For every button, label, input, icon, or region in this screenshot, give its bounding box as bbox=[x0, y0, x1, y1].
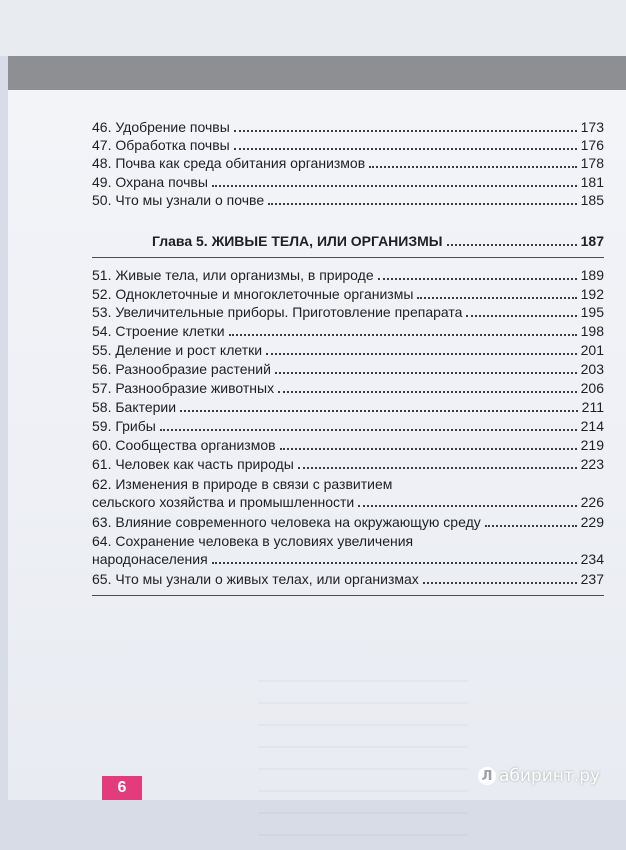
toc-entry-title: 58. Бактерии bbox=[92, 399, 177, 415]
table-of-contents bbox=[8, 90, 626, 800]
toc-entry-title: 46. Удобрение почвы bbox=[92, 119, 230, 135]
toc-entry-page: 176 bbox=[580, 137, 604, 153]
toc-entry-page: 189 bbox=[580, 267, 604, 283]
watermark bbox=[478, 764, 600, 788]
toc-entry bbox=[92, 118, 604, 136]
toc-entry-title: 47. Обработка почвы bbox=[92, 137, 230, 153]
leader-dots bbox=[275, 372, 577, 374]
toc-entry-title: 63. Влияние современного человека на окружающую среду bbox=[92, 514, 481, 530]
labirint-logo-icon: Л bbox=[478, 767, 496, 785]
page-number: 6 bbox=[102, 776, 142, 800]
toc-entry-title-line: 64. Сохранение человека в условиях увеличения bbox=[92, 533, 414, 549]
leader-dots bbox=[417, 297, 576, 299]
toc-entry-page: 203 bbox=[580, 361, 604, 377]
leader-dots bbox=[280, 448, 577, 450]
leader-dots bbox=[229, 334, 577, 336]
toc-entry bbox=[92, 570, 604, 588]
leader-dots bbox=[378, 278, 577, 280]
toc-entry bbox=[92, 341, 604, 359]
leader-dots bbox=[160, 429, 577, 431]
toc-entry-page: 234 bbox=[580, 551, 604, 567]
chapter-page: 187 bbox=[580, 233, 604, 249]
book-page bbox=[8, 90, 626, 800]
toc-entry bbox=[92, 266, 604, 284]
toc-entry-title: 55. Деление и рост клетки bbox=[92, 342, 263, 358]
toc-entry-title: 60. Сообщества организмов bbox=[92, 437, 276, 453]
toc-entry-title: 51. Живые тела, или организмы, в природе bbox=[92, 267, 374, 283]
toc-entry-title: 56. Разнообразие растений bbox=[92, 361, 271, 377]
toc-entry bbox=[92, 417, 604, 435]
chapter-title: Глава 5. ЖИВЫЕ ТЕЛА, ИЛИ ОРГАНИЗМЫ bbox=[152, 233, 443, 249]
toc-entry-page: 211 bbox=[581, 399, 604, 415]
toc-entry-page: 201 bbox=[580, 342, 604, 358]
toc-entry-page: 226 bbox=[580, 494, 604, 510]
toc-entry-title: 61. Человек как часть природы bbox=[92, 456, 294, 472]
toc-entry-page: 219 bbox=[580, 437, 604, 453]
toc-entry-page: 181 bbox=[580, 174, 604, 190]
toc-entry bbox=[92, 154, 604, 172]
chapter-heading bbox=[152, 232, 604, 250]
toc-entry-title: 59. Грибы bbox=[92, 418, 156, 434]
toc-entry bbox=[92, 513, 604, 531]
leader-dots bbox=[447, 244, 577, 246]
toc-entry-title-line: народонаселения bbox=[92, 551, 208, 567]
leader-dots bbox=[212, 562, 577, 564]
toc-entry-title: 52. Одноклеточные и многоклеточные организмы bbox=[92, 286, 414, 302]
leader-dots bbox=[234, 130, 577, 132]
leader-dots bbox=[466, 315, 576, 317]
toc-entry bbox=[92, 173, 604, 191]
leader-dots bbox=[234, 148, 577, 150]
leader-dots bbox=[266, 353, 577, 355]
toc-entry bbox=[92, 379, 604, 397]
leader-dots bbox=[369, 166, 576, 168]
leader-dots bbox=[278, 391, 577, 393]
toc-entry-page: 198 bbox=[580, 323, 604, 339]
toc-entry-page: 206 bbox=[580, 380, 604, 396]
toc-entry bbox=[92, 303, 604, 321]
toc-entry-title: 54. Строение клетки bbox=[92, 323, 225, 339]
toc-entry-page: 195 bbox=[580, 304, 604, 320]
toc-entry bbox=[92, 136, 604, 154]
header-bar bbox=[8, 56, 626, 90]
toc-entry-title: 65. Что мы узнали о живых телах, или организмах bbox=[92, 571, 419, 587]
toc-entry-multiline bbox=[92, 532, 604, 568]
toc-entry-page: 178 bbox=[580, 155, 604, 171]
toc-entry-page: 223 bbox=[580, 456, 604, 472]
top-background bbox=[0, 0, 626, 56]
leader-dots bbox=[180, 410, 578, 412]
leader-dots bbox=[298, 467, 577, 469]
toc-entry-title-line: 62. Изменения в природе в связи с развитием bbox=[92, 476, 393, 492]
toc-entry bbox=[92, 322, 604, 340]
toc-entry-page: 192 bbox=[580, 286, 604, 302]
toc-entry bbox=[92, 360, 604, 378]
leader-dots bbox=[268, 203, 577, 205]
toc-entry-title: 50. Что мы узнали о почве bbox=[92, 192, 265, 208]
toc-entry bbox=[92, 455, 604, 473]
toc-entry bbox=[92, 398, 604, 416]
section-end-divider bbox=[92, 595, 604, 596]
toc-entry-title: 53. Увеличительные приборы. Приготовление препарата bbox=[92, 304, 463, 320]
leader-dots bbox=[212, 185, 577, 187]
toc-entry-page: 229 bbox=[580, 514, 604, 530]
toc-entry-page: 185 bbox=[580, 192, 604, 208]
toc-entry-title: 57. Разнообразие животных bbox=[92, 380, 275, 396]
toc-entry-title: 48. Почва как среда обитания организмов bbox=[92, 155, 366, 171]
chapter-divider bbox=[92, 257, 604, 258]
toc-entry-multiline bbox=[92, 475, 604, 511]
toc-entry-title-line: сельского хозяйства и промышленности bbox=[92, 494, 355, 510]
leader-dots bbox=[485, 525, 577, 527]
toc-entry bbox=[92, 191, 604, 209]
watermark-text: абиринт.ру bbox=[499, 766, 601, 786]
leader-dots bbox=[423, 582, 577, 584]
toc-entry-page: 237 bbox=[580, 571, 604, 587]
toc-entry bbox=[92, 285, 604, 303]
toc-entry-page: 214 bbox=[580, 418, 604, 434]
toc-entry-title: 49. Охрана почвы bbox=[92, 174, 208, 190]
toc-entry bbox=[92, 436, 604, 454]
leader-dots bbox=[358, 505, 576, 507]
toc-entry-page: 173 bbox=[580, 119, 604, 135]
